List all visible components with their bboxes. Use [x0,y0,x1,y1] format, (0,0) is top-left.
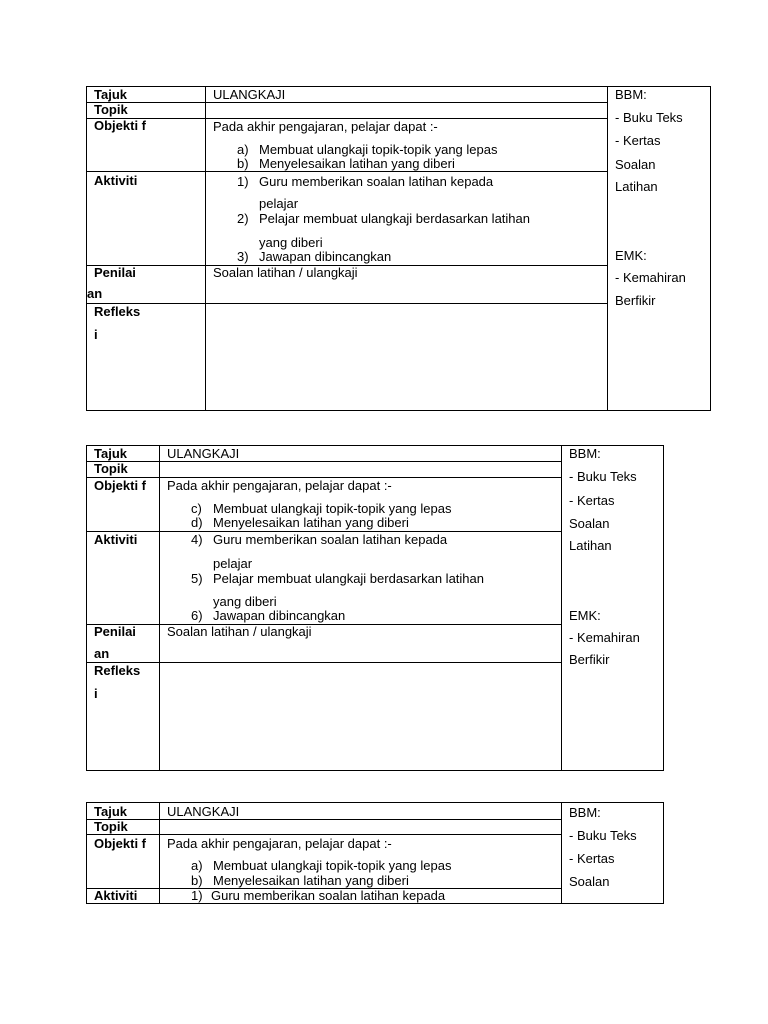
side-item: - Kemahiran [569,630,640,645]
label-refleksi: Refleks [94,663,141,678]
aktiviti-item-cont: pelajar [259,196,299,211]
objektif-intro: Pada akhir pengajaran, pelajar dapat :- [167,836,392,851]
side-bbm: BBM: [569,446,601,461]
side-item: - Buku Teks [569,469,637,484]
side-item: Soalan [569,874,610,889]
aktiviti-item: Jawapan dibincangkan [213,608,346,623]
label-aktiviti: Aktiviti [94,532,138,547]
objektif-item: Menyelesaikan latihan yang diberi [213,873,409,888]
side-emk: EMK: [569,608,601,623]
lesson-table-2 [86,445,664,771]
lesson-table-3 [86,802,664,904]
label-tajuk: Tajuk [94,87,127,102]
objektif-marker: c) [191,501,202,516]
lesson-table-1 [86,86,711,411]
side-item: Soalan [615,157,656,172]
objektif-item: Membuat ulangkaji topik-topik yang lepas [213,501,452,516]
side-item: - Kertas [569,493,615,508]
label-objektif: Objekti f [94,118,147,133]
label-topik: Topik [94,461,128,476]
objektif-item: Menyelesaikan latihan yang diberi [213,515,409,530]
label-refleksi-cont: i [94,327,98,342]
label-aktiviti: Aktiviti [94,173,138,188]
aktiviti-item-cont: yang diberi [259,235,323,250]
tajuk-value: ULANGKAJI [213,87,286,102]
side-item: - Kemahiran [615,270,686,285]
aktiviti-item: Pelajar membuat ulangkaji berdasarkan latihan [213,571,484,586]
aktiviti-item: Guru memberikan soalan latihan kepada [213,532,448,547]
objektif-marker: b) [191,873,203,888]
side-item: Berfikir [615,293,656,308]
label-penilaian-cont: an [87,286,103,301]
side-item: - Kertas [569,851,615,866]
penilaian-value: Soalan latihan / ulangkaji [213,265,358,280]
label-tajuk: Tajuk [94,804,127,819]
aktiviti-item: Guru memberikan soalan latihan kepada [259,174,494,189]
objektif-marker: a) [237,142,249,157]
label-tajuk: Tajuk [94,446,127,461]
label-topik: Topik [94,102,128,117]
aktiviti-marker: 3) [237,249,249,264]
aktiviti-item: Jawapan dibincangkan [259,249,392,264]
label-objektif: Objekti f [94,836,147,851]
side-item: Latihan [615,179,658,194]
aktiviti-item: Guru memberikan soalan latihan kepada [211,888,446,903]
label-penilaian-cont: an [94,646,110,661]
side-item: - Buku Teks [569,828,637,843]
objektif-intro: Pada akhir pengajaran, pelajar dapat :- [213,119,438,134]
objektif-intro: Pada akhir pengajaran, pelajar dapat :- [167,478,392,493]
objektif-marker: a) [191,858,203,873]
tajuk-value: ULANGKAJI [167,804,240,819]
objektif-marker: b) [237,156,249,171]
objektif-item: Membuat ulangkaji topik-topik yang lepas [213,858,452,873]
aktiviti-marker: 1) [237,174,249,189]
label-objektif: Objekti f [94,478,147,493]
penilaian-value: Soalan latihan / ulangkaji [167,624,312,639]
side-item: - Buku Teks [615,110,683,125]
label-topik: Topik [94,819,128,834]
aktiviti-marker: 2) [237,211,249,226]
label-penilaian: Penilai [94,265,136,280]
aktiviti-marker: 4) [191,532,203,547]
side-bbm: BBM: [569,805,601,820]
aktiviti-item-cont: pelajar [213,556,253,571]
tajuk-value: ULANGKAJI [167,446,240,461]
label-refleksi-cont: i [94,686,98,701]
side-item: Soalan [569,516,610,531]
side-item: - Kertas [615,133,661,148]
objektif-item: Membuat ulangkaji topik-topik yang lepas [259,142,498,157]
aktiviti-item-cont: yang diberi [213,594,277,609]
aktiviti-marker: 5) [191,571,203,586]
side-item: Berfikir [569,652,610,667]
label-aktiviti: Aktiviti [94,888,138,903]
label-penilaian: Penilai [94,624,136,639]
aktiviti-marker: 1) [191,888,203,903]
aktiviti-marker: 6) [191,608,203,623]
aktiviti-item: Pelajar membuat ulangkaji berdasarkan latihan [259,211,530,226]
objektif-marker: d) [191,515,203,530]
side-emk: EMK: [615,248,647,263]
side-bbm: BBM: [615,87,647,102]
side-item: Latihan [569,538,612,553]
label-refleksi: Refleks [94,304,141,319]
objektif-item: Menyelesaikan latihan yang diberi [259,156,455,171]
